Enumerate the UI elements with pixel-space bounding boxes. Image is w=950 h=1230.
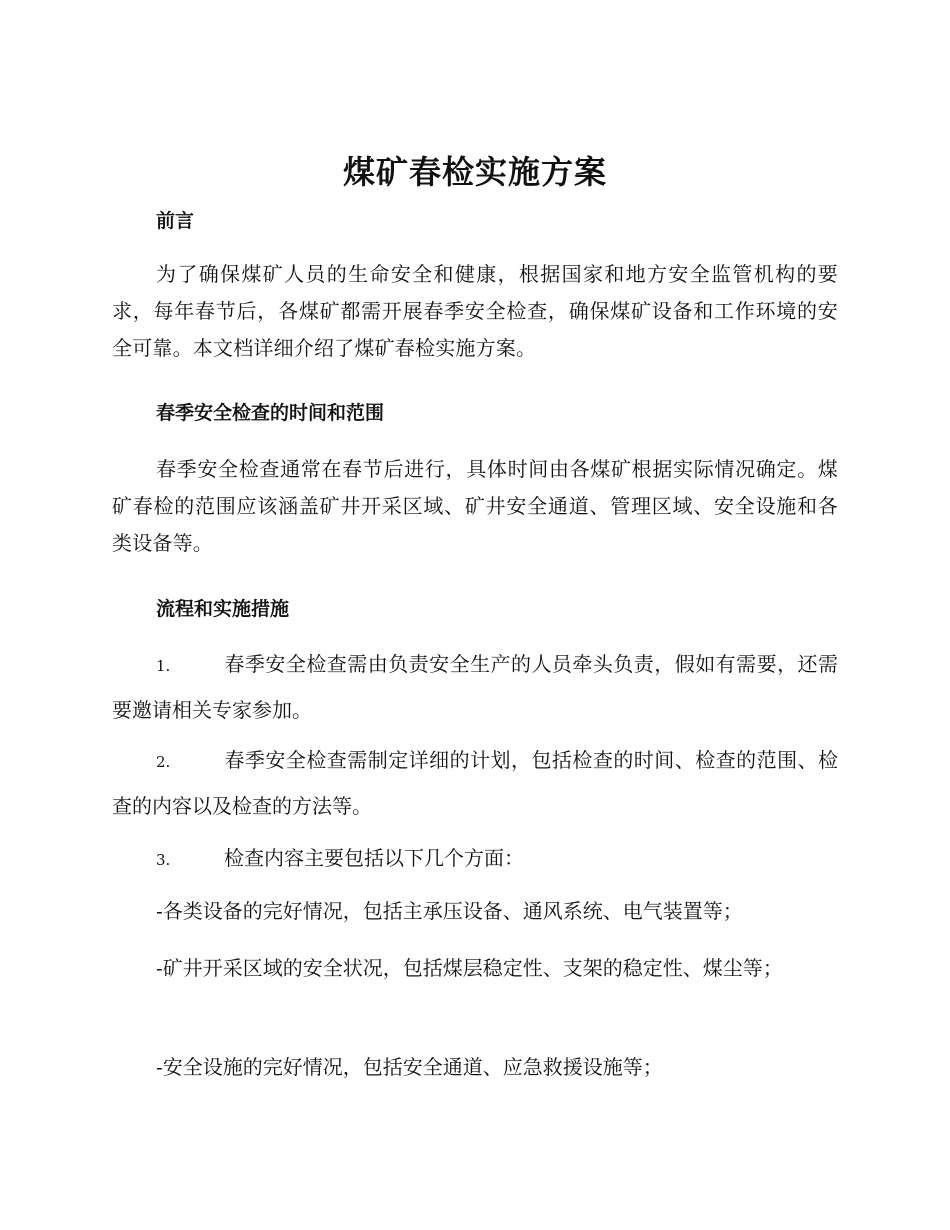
bullet-item: -安全设施的完好情况，包括安全通道、应急救援设施等； — [156, 1055, 663, 1079]
bullet-item: -各类设备的完好情况，包括主承压设备、通风系统、电气装置等； — [156, 899, 743, 923]
list-text: 检查内容主要包括以下几个方面： — [224, 846, 524, 870]
section-heading-process: 流程和实施措施 — [156, 598, 290, 620]
list-text: 春季安全检查需制定详细的计划，包括检查的时间、检查的范围、检查的内容以及检查的方法等。 — [112, 748, 838, 818]
list-number: 1. — [156, 657, 171, 675]
list-number: 3. — [156, 851, 171, 869]
bullet-item: -矿井开采区域的安全状况，包括煤层稳定性、支架的稳定性、煤尘等； — [156, 956, 783, 980]
time-scope-paragraph: 春季安全检查通常在春节后进行，具体时间由各煤矿根据实际情况确定。煤矿春检的范围应该涵盖矿井开采区域、矿井安全通道、管理区域、安全设施和各类设备等。 — [112, 457, 838, 555]
list-text: 春季安全检查需由负责安全生产的人员牵头负责，假如有需要，还需要邀请相关专家参加。 — [112, 652, 838, 722]
list-number: 2. — [156, 753, 171, 771]
section-heading-preface: 前言 — [156, 210, 195, 232]
document-title: 煤矿春检实施方案 — [342, 153, 607, 191]
section-heading-time-scope: 春季安全检查的时间和范围 — [156, 402, 385, 424]
list-item — [112, 642, 838, 732]
preface-paragraph: 为了确保煤矿人员的生命安全和健康，根据国家和地方安全监管机构的要求，每年春节后，各煤矿都需开展春季安全检查，确保煤矿设备和工作环境的安全可靠。本文档详细介绍了煤矿春检实施方案。 — [112, 262, 838, 360]
list-item — [112, 738, 838, 828]
list-item — [112, 836, 838, 882]
